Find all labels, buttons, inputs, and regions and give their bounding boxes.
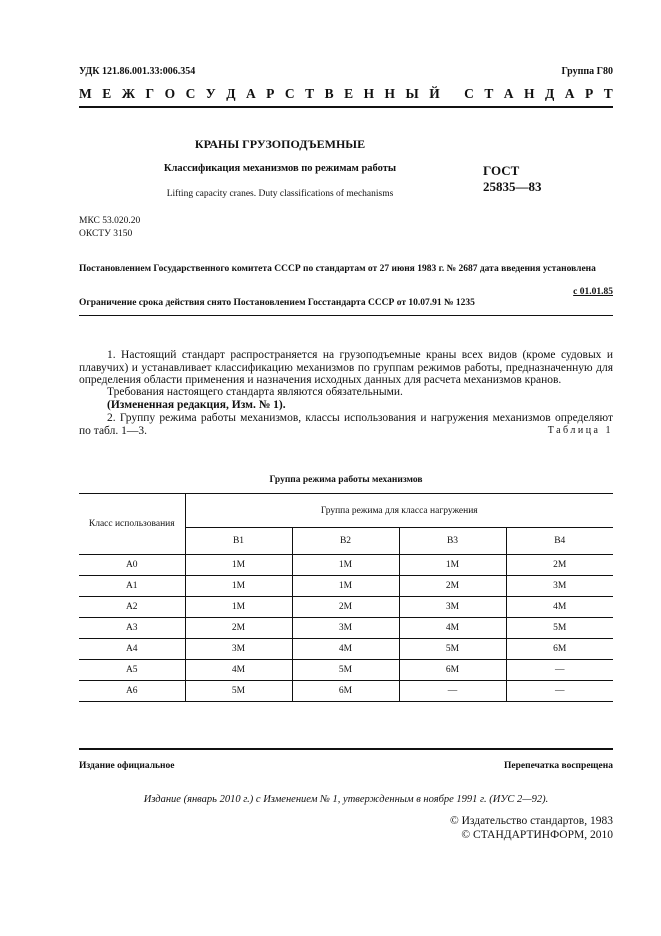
- gost-number: 25835—83: [483, 179, 542, 194]
- row-class: А0: [79, 555, 185, 576]
- table-cell: 4М: [292, 639, 399, 660]
- banner-letter: М: [79, 86, 92, 101]
- banner-letter: Т: [603, 86, 613, 101]
- banner-letter: Р: [266, 86, 275, 101]
- udk-code: УДК 121.86.001.33:006.354: [79, 66, 196, 77]
- document-subtitle: Классификация механизмов по режимам работы: [163, 163, 397, 174]
- document-title: КРАНЫ ГРУЗОПОДЪЕМНЫЕ: [194, 137, 366, 151]
- table-cell: 1М: [399, 555, 506, 576]
- banner-letter: С: [284, 86, 295, 101]
- table-cell: 6М: [399, 660, 506, 681]
- table-row: [79, 576, 613, 597]
- table-cell: 3М: [399, 597, 506, 618]
- decree-divider: [79, 315, 613, 316]
- row-class: А3: [79, 618, 185, 639]
- banner-letter: О: [164, 86, 176, 101]
- table-cell: 5М: [506, 618, 613, 639]
- english-title: Lifting capacity cranes. Duty classifications of mechanisms: [166, 189, 394, 199]
- table-row: [79, 618, 613, 639]
- table-cell: 1М: [185, 555, 292, 576]
- banner-letter: А: [564, 86, 575, 101]
- paragraph-1-amendment: (Измененная редакция, Изм. № 1).: [107, 399, 286, 411]
- gost-label: ГОСТ: [483, 163, 520, 178]
- column-header-load-class: В4: [506, 528, 613, 555]
- column-header-load-class: В3: [399, 528, 506, 555]
- column-header-group: Группа режима для класса нагружения: [185, 494, 613, 528]
- table-cell: 2М: [506, 555, 613, 576]
- table-row: [79, 681, 613, 702]
- edition-note: Издание (январь 2010 г.) с Изменением № 1, утвержденным в ноябре 1991 г. (ИУС 2—92).: [143, 794, 549, 805]
- row-class: А4: [79, 639, 185, 660]
- table-cell: 1М: [185, 597, 292, 618]
- duty-group-table: [79, 493, 613, 702]
- table-cell: 2М: [399, 576, 506, 597]
- banner-gap: [450, 86, 453, 102]
- okstu-code: ОКСТУ 3150: [79, 229, 133, 239]
- banner-letter: Н: [524, 86, 535, 101]
- table-cell: 2М: [185, 618, 292, 639]
- table-cell: 3М: [292, 618, 399, 639]
- group-code: Группа Г80: [561, 66, 613, 77]
- paragraph-1-requirement: Требования настоящего стандарта являются обязательными.: [107, 386, 403, 398]
- column-header-load-class: В1: [185, 528, 292, 555]
- row-class: А2: [79, 597, 185, 618]
- banner-letter: Т: [305, 86, 315, 101]
- banner-letter: Й: [429, 86, 440, 101]
- limit-text: Ограничение срока действия снято Постановлением Госстандарта СССР от 10.07.91 № 1235: [79, 298, 475, 308]
- column-header-class: Класс использования: [79, 494, 185, 555]
- row-class: А1: [79, 576, 185, 597]
- banner-letter: Г: [145, 86, 155, 101]
- mks-code: МКС 53.020.20: [79, 216, 141, 226]
- table-cell: 1М: [292, 576, 399, 597]
- banner-letter: Н: [363, 86, 375, 101]
- banner-letter: Н: [384, 86, 396, 101]
- table-cell: —: [506, 660, 613, 681]
- standard-banner: [79, 86, 613, 102]
- banner-letter: У: [205, 86, 216, 101]
- gost-designation: [483, 163, 542, 195]
- decree-text: Постановлением Государственного комитета СССР по стандартам от 27 июня 1983 г. № 2687 дата введения установлена: [79, 264, 596, 274]
- table-cell: 1М: [292, 555, 399, 576]
- table-row: [79, 555, 613, 576]
- table-cell: —: [506, 681, 613, 702]
- footer-divider: [79, 748, 613, 750]
- table-cell: 3М: [506, 576, 613, 597]
- effective-date: с 01.01.85: [573, 287, 613, 297]
- copyright-2010: © СТАНДАРТИНФОРМ, 2010: [461, 829, 613, 841]
- table-cell: 4М: [506, 597, 613, 618]
- table-row: [79, 597, 613, 618]
- banner-letter: А: [245, 86, 256, 101]
- banner-letter: Р: [584, 86, 594, 101]
- table-cell: 4М: [185, 660, 292, 681]
- banner-letter: С: [464, 86, 474, 101]
- row-class: А5: [79, 660, 185, 681]
- banner-letter: А: [503, 86, 514, 101]
- table-row: [79, 639, 613, 660]
- reprint-notice: Перепечатка воспрещена: [503, 761, 613, 771]
- table-cell: 3М: [185, 639, 292, 660]
- banner-letter: Е: [344, 86, 354, 101]
- paragraph-2: 2. Группу режима работы механизмов, классы использования и нагружения механизмов определяют по табл. 1—3.: [79, 412, 613, 437]
- table-cell: 5М: [399, 639, 506, 660]
- column-header-load-class: В2: [292, 528, 399, 555]
- table-cell: —: [399, 681, 506, 702]
- classification-codes: [79, 215, 140, 241]
- banner-underline: [79, 106, 613, 108]
- banner-letter: С: [185, 86, 196, 101]
- table-caption: Таблица 1: [547, 425, 613, 436]
- row-class: А6: [79, 681, 185, 702]
- table-cell: 5М: [292, 660, 399, 681]
- banner-letter: Ж: [121, 86, 136, 101]
- banner-letter: Ы: [405, 86, 419, 101]
- official-edition: Издание официальное: [79, 761, 175, 771]
- table-cell: 2М: [292, 597, 399, 618]
- table-row: [79, 660, 613, 681]
- banner-letter: Т: [484, 86, 494, 101]
- banner-letter: Е: [102, 86, 112, 101]
- table-cell: 4М: [399, 618, 506, 639]
- table-cell: 6М: [506, 639, 613, 660]
- paragraph-1: 1. Настоящий стандарт распространяется на грузоподъемные краны всех видов (кроме судовых и плавучих) и устанавливает классификацию механизмов по группам режимов работы, предназначенную для определения области применения и назначения исходных данных для расчета механизмов кранов.: [79, 349, 613, 386]
- table-cell: 1М: [185, 576, 292, 597]
- banner-letter: Д: [226, 86, 236, 101]
- table-cell: 6М: [292, 681, 399, 702]
- table-cell: 5М: [185, 681, 292, 702]
- copyright-1983: © Издательство стандартов, 1983: [449, 815, 613, 827]
- banner-letter: В: [324, 86, 334, 101]
- table-title: Группа режима работы механизмов: [269, 475, 423, 485]
- banner-letter: Д: [545, 86, 555, 101]
